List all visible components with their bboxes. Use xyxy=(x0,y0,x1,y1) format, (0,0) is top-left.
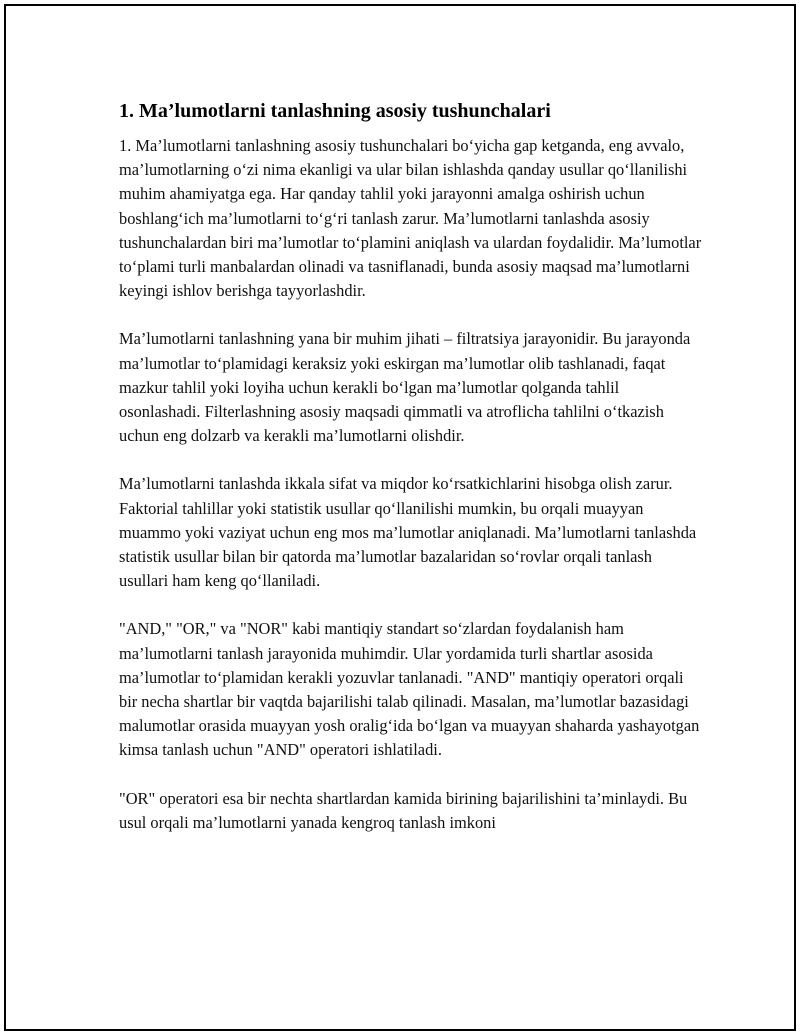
document-heading: 1. Ma’lumotlarni tanlashning asosiy tushunchalari xyxy=(119,100,551,122)
paragraph-4: "AND," "OR," va "NOR" kabi mantiqiy standart so‘zlardan foydalanish ham ma’lumotlarni tanlash jarayonida muhimdir. Ular yordamida turli shartlar asosida ma’lumotlar to‘plamidan kerakli yozuvlar tanlanadi. "AND" mantiqiy operatori orqali bir necha shartlar bir vaqtda bajarilishi talab qilinadi. Masalan, ma’lumotlar bazasidagi malumotlar orasida muayyan yosh oralig‘ida bo‘lgan va muayyan shaharda yashayotgan kimsa tanlash uchun "AND" operatori ishlatiladi. xyxy=(119,619,700,760)
document-page xyxy=(4,4,796,1031)
paragraph-2: Ma’lumotlarni tanlashning yana bir muhim jihati – filtratsiya jarayonidir. Bu jarayonda ma’lumotlar to‘plamidagi keraksiz yoki eskirgan ma’lumotlar olib tashlanadi, faqat mazkur tahlil yoki loyiha uchun kerakli bo‘lgan ma’lumotlar qolganda tahlil osonlashadi. Filterlashning asosiy maqsadi qimmatli va atroflicha tahlilni o‘tkazish uchun eng dolzarb va kerakli ma’lumotlarni olishdir. xyxy=(119,329,691,446)
paragraph-1: 1. Ma’lumotlarni tanlashning asosiy tushunchalari bo‘yicha gap ketganda, eng avvalo, ma’lumotlarning o‘zi nima ekanligi va ular bilan ishlashda qanday usullar qo‘llanilishi muhim ahamiyatga ega. Har qanday tahlil yoki jarayonni amalga oshirish uchun boshlang‘ich ma’lumotlarni to‘g‘ri tanlash zarur. Ma’lumotlarni tanlashda asosiy tushunchalardan biri ma’lumotlar to‘plamini aniqlash va ulardan foydalidir. Ma’lumotlar to‘plami turli manbalardan olinadi va tasniflanadi, bunda asosiy maqsad ma’lumotlarni keyingi ishlov berishga tayyorlashdir. xyxy=(119,136,702,301)
paragraph-3: Ma’lumotlarni tanlashda ikkala sifat va miqdor ko‘rsatkichlarini hisobga olish zarur. Faktorial tahlillar yoki statistik usullar qo‘llanilishi mumkin, bu orqali muayyan muammo yoki vaziyat uchun eng mos ma’lumotlar aniqlanadi. Ma’lumotlarni tanlashda statistik usullar bilan bir qatorda ma’lumotlar bazalaridan so‘rovlar orqali tanlash usullari ham keng qo‘llaniladi. xyxy=(119,474,697,591)
document-body xyxy=(119,98,703,859)
paragraph-5: "OR" operatori esa bir nechta shartlardan kamida birining bajarilishini ta’minlaydi. Bu usul orqali ma’lumotlarni yanada kengroq tanlash imkoni xyxy=(119,788,688,832)
